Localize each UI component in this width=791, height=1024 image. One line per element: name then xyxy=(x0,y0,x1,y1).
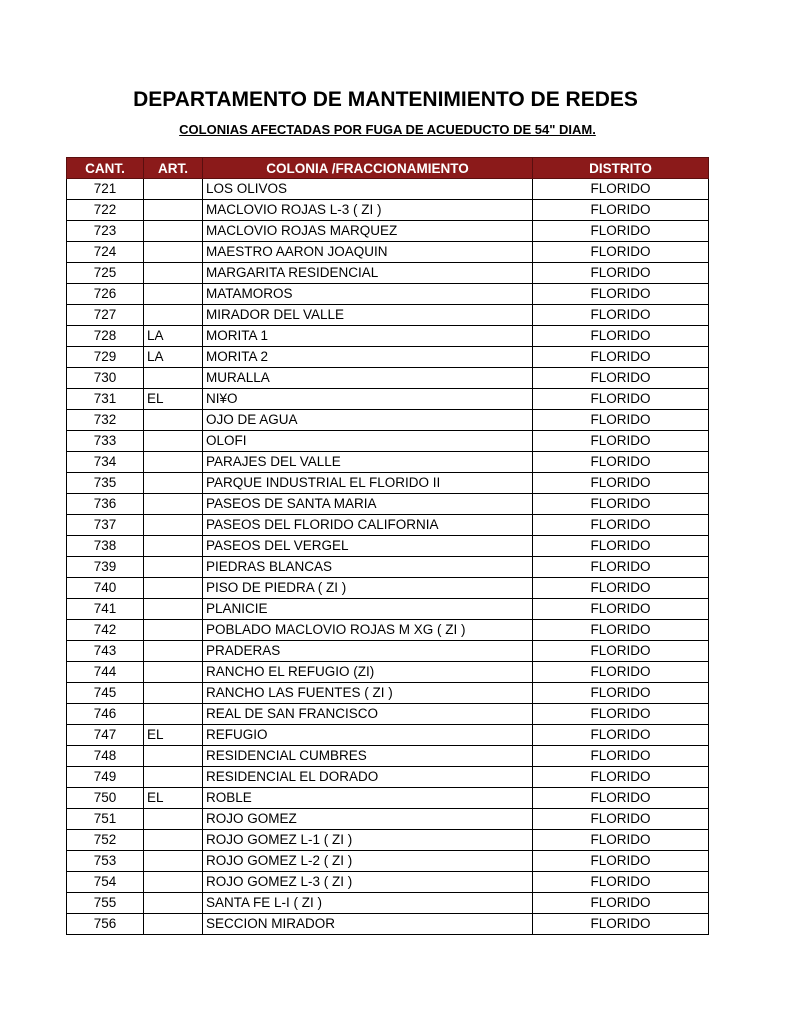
distrito-cell: FLORIDO xyxy=(533,914,709,935)
table-row xyxy=(67,557,709,578)
distrito-cell: FLORIDO xyxy=(533,851,709,872)
distrito-cell: FLORIDO xyxy=(533,431,709,452)
colonia-cell: RESIDENCIAL CUMBRES xyxy=(203,746,533,767)
table-row xyxy=(67,389,709,410)
table-row xyxy=(67,200,709,221)
colonia-cell: MIRADOR DEL VALLE xyxy=(203,305,533,326)
colonia-cell: POBLADO MACLOVIO ROJAS M XG ( ZI ) xyxy=(203,620,533,641)
table-row xyxy=(67,326,709,347)
cant-cell: 752 xyxy=(67,830,144,851)
art-cell xyxy=(144,431,203,452)
colonia-cell: REAL DE SAN FRANCISCO xyxy=(203,704,533,725)
cant-cell: 745 xyxy=(67,683,144,704)
table-row xyxy=(67,578,709,599)
colonia-cell: SANTA FE L-I ( ZI ) xyxy=(203,893,533,914)
table-row xyxy=(67,599,709,620)
art-cell xyxy=(144,683,203,704)
colonia-cell: PASEOS DEL VERGEL xyxy=(203,536,533,557)
colonia-cell: ROBLE xyxy=(203,788,533,809)
art-cell xyxy=(144,179,203,200)
cant-cell: 735 xyxy=(67,473,144,494)
cant-cell: 732 xyxy=(67,410,144,431)
distrito-cell: FLORIDO xyxy=(533,305,709,326)
distrito-cell: FLORIDO xyxy=(533,536,709,557)
column-header-art: ART. xyxy=(144,158,203,179)
distrito-cell: FLORIDO xyxy=(533,620,709,641)
art-cell xyxy=(144,578,203,599)
art-cell: EL xyxy=(144,788,203,809)
cant-cell: 733 xyxy=(67,431,144,452)
art-cell xyxy=(144,851,203,872)
distrito-cell: FLORIDO xyxy=(533,326,709,347)
table-row xyxy=(67,284,709,305)
art-cell xyxy=(144,641,203,662)
colonia-cell: ROJO GOMEZ L-1 ( ZI ) xyxy=(203,830,533,851)
colonia-cell: OJO DE AGUA xyxy=(203,410,533,431)
art-cell xyxy=(144,893,203,914)
distrito-cell: FLORIDO xyxy=(533,515,709,536)
cant-cell: 727 xyxy=(67,305,144,326)
table-row xyxy=(67,494,709,515)
column-header-distrito: DISTRITO xyxy=(533,158,709,179)
table-body xyxy=(67,179,709,935)
distrito-cell: FLORIDO xyxy=(533,641,709,662)
distrito-cell: FLORIDO xyxy=(533,368,709,389)
cant-cell: 730 xyxy=(67,368,144,389)
art-cell xyxy=(144,494,203,515)
colonia-cell: ROJO GOMEZ L-3 ( ZI ) xyxy=(203,872,533,893)
cant-cell: 738 xyxy=(67,536,144,557)
table-row xyxy=(67,893,709,914)
art-cell xyxy=(144,599,203,620)
cant-cell: 742 xyxy=(67,620,144,641)
cant-cell: 724 xyxy=(67,242,144,263)
colonia-cell: SECCION MIRADOR xyxy=(203,914,533,935)
colonia-cell: MACLOVIO ROJAS L-3 ( ZI ) xyxy=(203,200,533,221)
distrito-cell: FLORIDO xyxy=(533,746,709,767)
art-cell: LA xyxy=(144,326,203,347)
cant-cell: 723 xyxy=(67,221,144,242)
colonia-cell: PISO DE PIEDRA ( ZI ) xyxy=(203,578,533,599)
colonia-cell: ROJO GOMEZ xyxy=(203,809,533,830)
colonia-cell: MATAMOROS xyxy=(203,284,533,305)
distrito-cell: FLORIDO xyxy=(533,452,709,473)
distrito-cell: FLORIDO xyxy=(533,410,709,431)
column-header-cant: CANT. xyxy=(67,158,144,179)
colonia-cell: PASEOS DEL FLORIDO CALIFORNIA xyxy=(203,515,533,536)
distrito-cell: FLORIDO xyxy=(533,599,709,620)
table-row xyxy=(67,767,709,788)
colonia-cell: PIEDRAS BLANCAS xyxy=(203,557,533,578)
colonia-cell: MORITA 1 xyxy=(203,326,533,347)
art-cell xyxy=(144,767,203,788)
table-row xyxy=(67,263,709,284)
art-cell xyxy=(144,452,203,473)
table-row xyxy=(67,368,709,389)
colonia-cell: NI¥O xyxy=(203,389,533,410)
cant-cell: 734 xyxy=(67,452,144,473)
art-cell xyxy=(144,620,203,641)
cant-cell: 751 xyxy=(67,809,144,830)
art-cell xyxy=(144,536,203,557)
colonia-cell: PLANICIE xyxy=(203,599,533,620)
art-cell xyxy=(144,809,203,830)
distrito-cell: FLORIDO xyxy=(533,473,709,494)
cant-cell: 726 xyxy=(67,284,144,305)
distrito-cell: FLORIDO xyxy=(533,221,709,242)
art-cell xyxy=(144,914,203,935)
table-row xyxy=(67,242,709,263)
table-row xyxy=(67,851,709,872)
cant-cell: 749 xyxy=(67,767,144,788)
cant-cell: 750 xyxy=(67,788,144,809)
table-row xyxy=(67,746,709,767)
colonia-cell: OLOFI xyxy=(203,431,533,452)
table-row xyxy=(67,179,709,200)
distrito-cell: FLORIDO xyxy=(533,284,709,305)
table-row xyxy=(67,662,709,683)
table-row xyxy=(67,809,709,830)
cant-cell: 739 xyxy=(67,557,144,578)
table-row xyxy=(67,641,709,662)
table-row xyxy=(67,914,709,935)
cant-cell: 755 xyxy=(67,893,144,914)
distrito-cell: FLORIDO xyxy=(533,494,709,515)
art-cell xyxy=(144,557,203,578)
distrito-cell: FLORIDO xyxy=(533,830,709,851)
art-cell: EL xyxy=(144,725,203,746)
table-row xyxy=(67,305,709,326)
page-title: DEPARTAMENTO DE MANTENIMIENTO DE REDES xyxy=(133,88,638,111)
distrito-cell: FLORIDO xyxy=(533,893,709,914)
colonia-cell: MORITA 2 xyxy=(203,347,533,368)
cant-cell: 736 xyxy=(67,494,144,515)
table-row xyxy=(67,410,709,431)
column-header-colonia: COLONIA /FRACCIONAMIENTO xyxy=(203,158,533,179)
cant-cell: 728 xyxy=(67,326,144,347)
distrito-cell: FLORIDO xyxy=(533,263,709,284)
art-cell: EL xyxy=(144,389,203,410)
table-row xyxy=(67,872,709,893)
table-row xyxy=(67,830,709,851)
distrito-cell: FLORIDO xyxy=(533,578,709,599)
cant-cell: 743 xyxy=(67,641,144,662)
cant-cell: 747 xyxy=(67,725,144,746)
distrito-cell: FLORIDO xyxy=(533,767,709,788)
art-cell xyxy=(144,200,203,221)
colonia-cell: MARGARITA RESIDENCIAL xyxy=(203,263,533,284)
colonia-cell: MURALLA xyxy=(203,368,533,389)
art-cell xyxy=(144,284,203,305)
distrito-cell: FLORIDO xyxy=(533,557,709,578)
colonia-cell: RESIDENCIAL EL DORADO xyxy=(203,767,533,788)
cant-cell: 748 xyxy=(67,746,144,767)
colonia-cell: REFUGIO xyxy=(203,725,533,746)
page-subtitle: COLONIAS AFECTADAS POR FUGA DE ACUEDUCTO DE 54" DIAM. xyxy=(179,122,596,137)
distrito-cell: FLORIDO xyxy=(533,179,709,200)
cant-cell: 731 xyxy=(67,389,144,410)
art-cell xyxy=(144,410,203,431)
colonia-cell: RANCHO LAS FUENTES ( ZI ) xyxy=(203,683,533,704)
cant-cell: 753 xyxy=(67,851,144,872)
art-cell xyxy=(144,473,203,494)
art-cell: LA xyxy=(144,347,203,368)
art-cell xyxy=(144,704,203,725)
distrito-cell: FLORIDO xyxy=(533,347,709,368)
cant-cell: 729 xyxy=(67,347,144,368)
table-row xyxy=(67,620,709,641)
art-cell xyxy=(144,368,203,389)
cant-cell: 737 xyxy=(67,515,144,536)
distrito-cell: FLORIDO xyxy=(533,725,709,746)
table-row xyxy=(67,473,709,494)
distrito-cell: FLORIDO xyxy=(533,683,709,704)
art-cell xyxy=(144,872,203,893)
table-header-row xyxy=(67,158,709,179)
table-row xyxy=(67,515,709,536)
art-cell xyxy=(144,263,203,284)
cant-cell: 722 xyxy=(67,200,144,221)
distrito-cell: FLORIDO xyxy=(533,704,709,725)
table-row xyxy=(67,704,709,725)
colonia-cell: RANCHO EL REFUGIO (ZI) xyxy=(203,662,533,683)
cant-cell: 754 xyxy=(67,872,144,893)
table-row xyxy=(67,347,709,368)
table-row xyxy=(67,725,709,746)
cant-cell: 725 xyxy=(67,263,144,284)
art-cell xyxy=(144,242,203,263)
cant-cell: 756 xyxy=(67,914,144,935)
art-cell xyxy=(144,746,203,767)
cant-cell: 744 xyxy=(67,662,144,683)
distrito-cell: FLORIDO xyxy=(533,200,709,221)
distrito-cell: FLORIDO xyxy=(533,872,709,893)
art-cell xyxy=(144,830,203,851)
distrito-cell: FLORIDO xyxy=(533,662,709,683)
cant-cell: 740 xyxy=(67,578,144,599)
distrito-cell: FLORIDO xyxy=(533,788,709,809)
table-row xyxy=(67,452,709,473)
distrito-cell: FLORIDO xyxy=(533,242,709,263)
table-row xyxy=(67,536,709,557)
colonia-cell: PASEOS DE SANTA MARIA xyxy=(203,494,533,515)
colonia-cell: PRADERAS xyxy=(203,641,533,662)
art-cell xyxy=(144,221,203,242)
cant-cell: 741 xyxy=(67,599,144,620)
distrito-cell: FLORIDO xyxy=(533,809,709,830)
cant-cell: 746 xyxy=(67,704,144,725)
colonia-cell: PARQUE INDUSTRIAL EL FLORIDO II xyxy=(203,473,533,494)
table-row xyxy=(67,788,709,809)
colonia-cell: ROJO GOMEZ L-2 ( ZI ) xyxy=(203,851,533,872)
colonias-table xyxy=(66,157,709,935)
table-row xyxy=(67,221,709,242)
cant-cell: 721 xyxy=(67,179,144,200)
art-cell xyxy=(144,662,203,683)
art-cell xyxy=(144,515,203,536)
art-cell xyxy=(144,305,203,326)
table-row xyxy=(67,683,709,704)
colonia-cell: MAESTRO AARON JOAQUIN xyxy=(203,242,533,263)
colonia-cell: MACLOVIO ROJAS MARQUEZ xyxy=(203,221,533,242)
table-row xyxy=(67,431,709,452)
colonia-cell: LOS OLIVOS xyxy=(203,179,533,200)
colonia-cell: PARAJES DEL VALLE xyxy=(203,452,533,473)
distrito-cell: FLORIDO xyxy=(533,389,709,410)
table-header xyxy=(67,158,709,179)
